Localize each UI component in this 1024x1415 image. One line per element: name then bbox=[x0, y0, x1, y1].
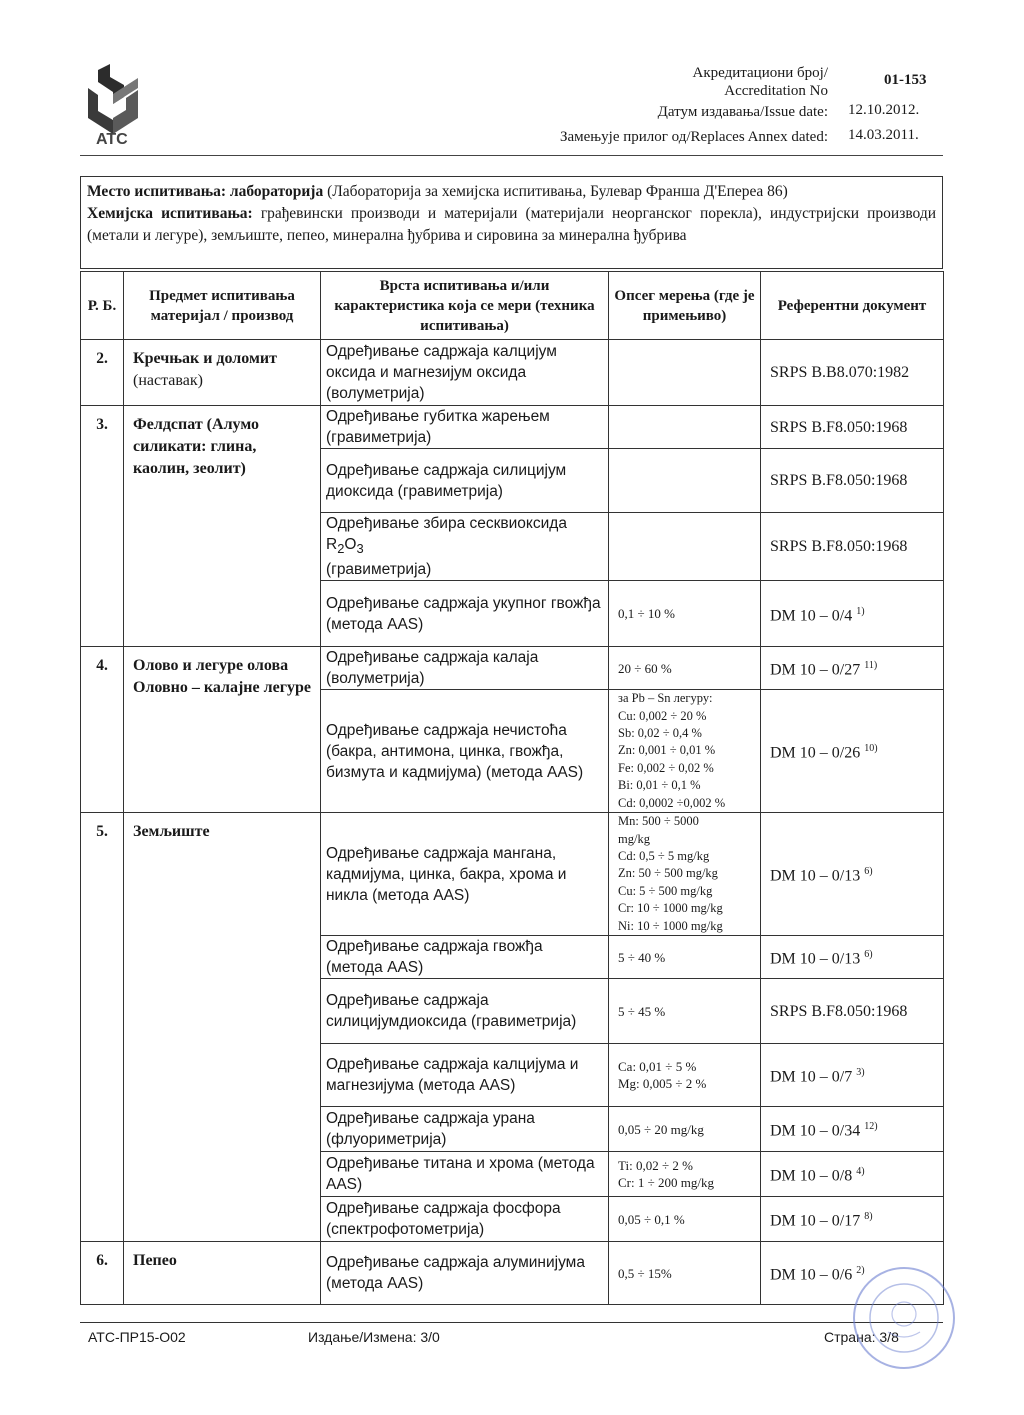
replaces-date: 14.03.2011. bbox=[848, 127, 919, 143]
subject-label-2: Оловно – калајне легуре bbox=[133, 679, 311, 697]
group-subject: Земљиште bbox=[124, 813, 321, 1242]
test-method: Одређивање губитка жарењем (гравиметрија) bbox=[321, 406, 609, 449]
group-subject: Фелдспат (Алумо силикати: глина, каолин, зеолит) bbox=[124, 406, 321, 647]
accreditation-number: 01-153 bbox=[884, 72, 927, 88]
group-subject bbox=[124, 340, 321, 406]
subject-label: Кречњак и доломит bbox=[133, 350, 277, 367]
footnote-ref: 8) bbox=[864, 1211, 873, 1223]
footer-divider bbox=[80, 1322, 943, 1323]
measurement-range bbox=[609, 513, 761, 581]
measurement-range bbox=[609, 1152, 761, 1197]
header-rb: Р. Б. bbox=[81, 272, 124, 340]
range-line: Mn: 500 ÷ 5000 bbox=[618, 814, 699, 829]
reference-document bbox=[761, 1197, 944, 1242]
footnote-ref: 6) bbox=[864, 949, 873, 961]
measurement-range bbox=[609, 449, 761, 513]
group-number: 4. bbox=[81, 647, 124, 813]
logo-text: ATC bbox=[96, 131, 128, 148]
reference-document bbox=[761, 979, 944, 1044]
reference-code: DM 10 – 0/34 bbox=[770, 1122, 861, 1140]
range-line: Cu: 0,002 ÷ 20 % bbox=[618, 708, 707, 723]
header-subject: Предмет испитивања материјал / производ bbox=[124, 272, 321, 340]
footnote-ref: 3) bbox=[856, 1067, 865, 1079]
subject-label: Олово и легуре олова bbox=[133, 657, 289, 675]
reference-document bbox=[761, 813, 944, 936]
range-line: Zn: 50 ÷ 500 mg/kg bbox=[618, 866, 718, 881]
reference-document bbox=[761, 936, 944, 979]
scope-table bbox=[80, 271, 944, 1305]
accreditation-label: Акредитациони број/ bbox=[692, 65, 828, 81]
range-line: Bi: 0,01 ÷ 0,1 % bbox=[618, 778, 701, 793]
method-text: Одређивање збира сесквиоксида bbox=[326, 515, 567, 532]
test-method: Одређивање садржаја мангана, кадмијума, цинка, бакра, хрома и никла (метода AAS) bbox=[321, 813, 609, 936]
reference-document bbox=[761, 340, 944, 406]
range-line: Ti: 0,02 ÷ 2 % bbox=[618, 1158, 693, 1174]
group-number: 6. bbox=[81, 1242, 124, 1305]
reference-code: SRPS B.B8.070:1982 bbox=[770, 364, 910, 381]
reference-code: DM 10 – 0/27 bbox=[770, 661, 861, 679]
range-line: Mg: 0,005 ÷ 2 % bbox=[618, 1076, 707, 1092]
test-method: Одређивање титана и хрома (метода AAS) bbox=[321, 1152, 609, 1197]
range-line: Zn: 0,001 ÷ 0,01 % bbox=[618, 743, 716, 758]
reference-code: SRPS B.F8.050:1968 bbox=[770, 472, 908, 489]
group-subject: Пепео bbox=[124, 1242, 321, 1305]
reference-document bbox=[761, 647, 944, 690]
place-detail: (Лабораторија за хемијска испитивања, Булевар Франша Д'Еперea 86) bbox=[327, 183, 788, 200]
table-row bbox=[81, 647, 944, 690]
footnote-ref: 1) bbox=[856, 605, 865, 617]
test-method: Одређивање садржаја силицијумдиоксида (гравиметрија) bbox=[321, 979, 609, 1044]
test-method: Одређивање садржаја урана (флуориметрија) bbox=[321, 1107, 609, 1152]
official-stamp bbox=[848, 1262, 960, 1374]
measurement-range bbox=[609, 813, 761, 936]
issue-date-label: Датум издавања/Issue date: bbox=[657, 104, 828, 120]
footnote-ref: 6) bbox=[864, 866, 873, 878]
header-test-type: Врста испитивања и/или карактеристика која се мери (техника испитивања) bbox=[321, 272, 609, 340]
table-row bbox=[81, 406, 944, 449]
measurement-range: 5 ÷ 45 % bbox=[609, 979, 761, 1044]
measurement-range: 0,05 ÷ 20 mg/kg bbox=[609, 1107, 761, 1152]
range-line: Cu: 5 ÷ 500 mg/kg bbox=[618, 883, 713, 898]
table-row bbox=[81, 813, 944, 936]
reference-document bbox=[761, 690, 944, 813]
reference-code: DM 10 – 0/7 bbox=[770, 1068, 853, 1086]
accreditation-label-en: Accreditation No bbox=[724, 83, 828, 99]
measurement-range bbox=[609, 340, 761, 406]
test-method: Одређивање садржаја силицијум диоксида (гравиметрија) bbox=[321, 449, 609, 513]
test-method: Одређивање садржаја укупног гвожђа (метода AAS) bbox=[321, 581, 609, 647]
testing-scope-box bbox=[80, 176, 943, 269]
reference-code: DM 10 – 0/8 bbox=[770, 1167, 853, 1185]
range-line: Ca: 0,01 ÷ 5 % bbox=[618, 1059, 697, 1075]
test-method: Одређивање садржаја калцијума и магнезијума (метода AAS) bbox=[321, 1044, 609, 1107]
formula-r: R bbox=[326, 536, 338, 553]
range-line: Fe: 0,002 ÷ 0,02 % bbox=[618, 760, 714, 775]
reference-code: DM 10 – 0/13 bbox=[770, 950, 861, 968]
range-line: Sb: 0,02 ÷ 0,4 % bbox=[618, 725, 702, 740]
group-subject bbox=[124, 647, 321, 813]
test-method bbox=[321, 513, 609, 581]
reference-document bbox=[761, 513, 944, 581]
header-range: Опсег мерења (где је примењиво) bbox=[609, 272, 761, 340]
formula-sub: 2 bbox=[337, 541, 345, 557]
reference-code: DM 10 – 0/4 bbox=[770, 607, 853, 625]
range-line: Cd: 0,0002 ÷0,002 % bbox=[618, 795, 726, 810]
table-header-row bbox=[81, 272, 944, 340]
reference-document bbox=[761, 1044, 944, 1107]
table-row bbox=[81, 340, 944, 406]
method-technique: (гравиметрија) bbox=[326, 561, 432, 579]
measurement-range: 5 ÷ 40 % bbox=[609, 936, 761, 979]
footnote-ref: 11) bbox=[864, 660, 878, 672]
footer-page-number: Страна: 3/8 bbox=[824, 1329, 899, 1345]
reference-document bbox=[761, 449, 944, 513]
test-method: Одређивање садржаја гвожђа (метода AAS) bbox=[321, 936, 609, 979]
range-line: Cr: 10 ÷ 1000 mg/kg bbox=[618, 901, 723, 916]
table-row bbox=[81, 1242, 944, 1305]
footnote-ref: 2) bbox=[856, 1265, 865, 1277]
footnote-ref: 10) bbox=[864, 743, 878, 755]
formula-o: O bbox=[344, 536, 357, 553]
formula-sub: 3 bbox=[356, 541, 364, 557]
test-method: Одређивање садржаја калаја (волуметрија) bbox=[321, 647, 609, 690]
reference-code: DM 10 – 0/13 bbox=[770, 867, 861, 885]
range-line: mg/kg bbox=[618, 831, 650, 846]
reference-document bbox=[761, 1107, 944, 1152]
measurement-range: 20 ÷ 60 % bbox=[609, 647, 761, 690]
measurement-range bbox=[609, 690, 761, 813]
measurement-range: 0,1 ÷ 10 % bbox=[609, 581, 761, 647]
measurement-range: 0,5 ÷ 15% bbox=[609, 1242, 761, 1305]
place-label: Место испитивања: bbox=[87, 183, 227, 200]
reference-document bbox=[761, 406, 944, 449]
test-method: Одређивање садржаја калцијум оксида и магнезијум оксида (волуметрија) bbox=[321, 340, 609, 406]
chemical-testing-detail: грађевински производи и материјали (материјали неорганског порекла), индустријски производи (метали и легуре), земљиште, пепео, минерална ђубрива и сировина за минерална ђубрива bbox=[87, 205, 937, 244]
group-number: 2. bbox=[81, 340, 124, 406]
place-value: лабораторија bbox=[229, 183, 324, 200]
test-method: Одређивање садржаја фосфора (спектрофотометрија) bbox=[321, 1197, 609, 1242]
header-divider bbox=[80, 155, 943, 156]
group-number: 5. bbox=[81, 813, 124, 1242]
footnote-ref: 4) bbox=[856, 1166, 865, 1178]
reference-code: SRPS B.F8.050:1968 bbox=[770, 538, 908, 556]
subject-note: (наставак) bbox=[133, 372, 203, 389]
reference-code: DM 10 – 0/17 bbox=[770, 1212, 861, 1230]
header-reference: Референтни документ bbox=[761, 272, 944, 340]
chemical-testing-label: Хемијска испитивања: bbox=[87, 205, 253, 222]
group-number: 3. bbox=[81, 406, 124, 647]
measurement-range bbox=[609, 1044, 761, 1107]
measurement-range: 0,05 ÷ 0,1 % bbox=[609, 1197, 761, 1242]
reference-code: SRPS B.F8.050:1968 bbox=[770, 418, 908, 436]
footer-doc-code: ATC-ПР15-О02 bbox=[88, 1329, 186, 1345]
replaces-date-label: Замењује прилог од/Replaces Annex dated: bbox=[559, 129, 828, 145]
range-line: за Pb – Sn легуру: bbox=[618, 691, 713, 706]
footnote-ref: 12) bbox=[864, 1121, 878, 1133]
range-line: Cr: 1 ÷ 200 mg/kg bbox=[618, 1175, 714, 1191]
issue-date: 12.10.2012. bbox=[848, 102, 920, 118]
reference-document bbox=[761, 581, 944, 647]
test-method: Одређивање садржаја нечистоћа (бакра, антимона, цинка, гвожђа, бизмута и кадмијума) (метода AAS) bbox=[321, 690, 609, 813]
range-line: Cd: 0,5 ÷ 5 mg/kg bbox=[618, 848, 710, 863]
measurement-range bbox=[609, 406, 761, 449]
test-method: Одређивање садржаја алуминијума (метода AAS) bbox=[321, 1242, 609, 1305]
footer-edition: Издање/Измена: 3/0 bbox=[308, 1329, 440, 1345]
reference-code: DM 10 – 0/6 bbox=[770, 1266, 853, 1284]
range-line: Ni: 10 ÷ 1000 mg/kg bbox=[618, 918, 723, 933]
reference-code: SRPS B.F8.050:1968 bbox=[770, 1002, 908, 1020]
reference-document bbox=[761, 1152, 944, 1197]
reference-code: DM 10 – 0/26 bbox=[770, 744, 861, 762]
